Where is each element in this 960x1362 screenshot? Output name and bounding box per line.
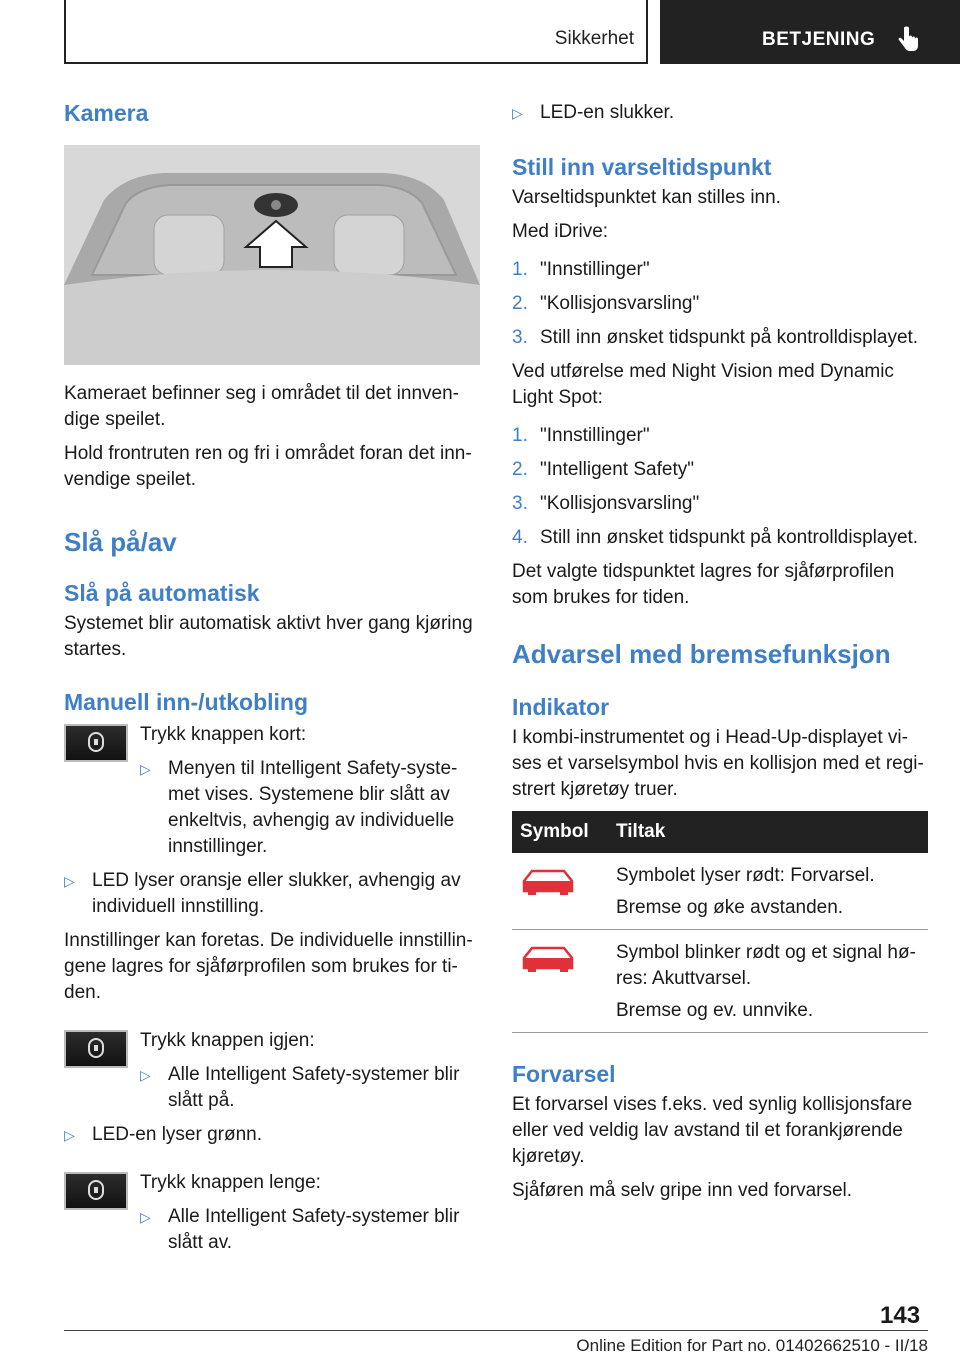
list-item: 4. Still inn ønsket tidspunkt på kontrolldisplayet. bbox=[512, 527, 919, 548]
table-row bbox=[512, 930, 928, 1033]
list-item: ▷ Menyen til Intelligent Safety-syste-met vises. Systemene blir slått av enkeltvis, avhengig av individuelle innstillinger. bbox=[140, 756, 480, 860]
triangle-bullet-icon: ▷ bbox=[64, 1127, 75, 1143]
prewarn-paragraph-2: Sjåføren må selv gripe inn ved forvarsel. bbox=[512, 1180, 853, 1201]
camera-illustration bbox=[64, 145, 480, 365]
night-vision-paragraph: Ved utførelse med Night Vision med Dynamic Light Spot: bbox=[512, 361, 894, 408]
heading-forvarsel: Forvarsel bbox=[512, 1061, 616, 1087]
header-section-label: Sikkerhet bbox=[554, 28, 634, 49]
list-item: 1. "Innstillinger" bbox=[512, 259, 650, 280]
heading-sla-pa-av: Slå på/av bbox=[64, 527, 177, 557]
symbol-table bbox=[512, 811, 928, 1033]
footer-edition: Online Edition for Part no. 01402662510 - II/18 bbox=[576, 1336, 928, 1355]
footer-divider bbox=[64, 1330, 928, 1331]
rear-window-camera-photo bbox=[64, 145, 480, 365]
heading-sla-pa-automatisk: Slå på automatisk bbox=[64, 580, 260, 606]
header-section-tab bbox=[64, 0, 648, 64]
header-chapter-label: BETJENING bbox=[762, 29, 876, 50]
triangle-bullet-icon: ▷ bbox=[140, 761, 151, 777]
list-item: ▷ Alle Intelligent Safety-systemer blir slått av. bbox=[140, 1204, 480, 1256]
car-warning-icon bbox=[520, 867, 576, 897]
again-press-block bbox=[64, 1028, 480, 1122]
safety-button-icon bbox=[64, 1030, 128, 1068]
left-column bbox=[64, 100, 480, 1264]
safety-button-icon bbox=[64, 1172, 128, 1210]
list-item: ▷ LED-en slukker. bbox=[512, 100, 928, 126]
row1-line1: Symbolet lyser rødt: Forvarsel. bbox=[616, 865, 875, 886]
saved-paragraph: Det valgte tidspunktet lagres for sjåførprofilen som brukes for tiden. bbox=[512, 561, 895, 608]
triangle-bullet-icon: ▷ bbox=[64, 873, 75, 889]
list-item: 2. "Intelligent Safety" bbox=[512, 459, 694, 480]
hand-pointer-icon bbox=[896, 26, 920, 54]
heading-indikator: Indikator bbox=[512, 694, 610, 720]
list-item: 3. Still inn ønsket tidspunkt på kontrolldisplayet. bbox=[512, 327, 919, 348]
list-item: 1. "Innstillinger" bbox=[512, 425, 650, 446]
list-item: ▷ LED lyser oransje eller slukker, avhengig av individuell innstilling. bbox=[64, 868, 480, 920]
list-item: ▷ Alle Intelligent Safety-systemer blir slått på. bbox=[140, 1062, 480, 1114]
row1-line2: Bremse og øke avstanden. bbox=[616, 897, 844, 918]
long-press-block bbox=[64, 1170, 480, 1264]
safety-button-icon bbox=[64, 724, 128, 762]
long-press-text: Trykk knappen lenge: bbox=[140, 1172, 321, 1193]
right-column bbox=[512, 100, 928, 1212]
heading-manuell: Manuell inn-/utkobling bbox=[64, 689, 309, 715]
heading-advarsel-bremse: Advarsel med bremsefunksjon bbox=[512, 639, 891, 669]
triangle-bullet-icon: ▷ bbox=[512, 105, 523, 121]
kamera-paragraph-1: Kameraet befinner seg i området til det innven-dige speilet. bbox=[64, 383, 459, 430]
triangle-bullet-icon: ▷ bbox=[140, 1209, 151, 1225]
triangle-bullet-icon: ▷ bbox=[140, 1067, 151, 1083]
kamera-paragraph-2: Hold frontruten ren og fri i området foran det inn-vendige speilet. bbox=[64, 443, 472, 490]
list-item: ▷ LED-en lyser grønn. bbox=[64, 1122, 480, 1148]
short-press-block bbox=[64, 722, 480, 868]
col-symbol-header: Symbol bbox=[512, 811, 608, 853]
prewarn-paragraph-1: Et forvarsel vises f.eks. ved synlig kollisjonsfare eller ved veldig lav avstand til et forankjørende kjøretøy. bbox=[512, 1094, 913, 1167]
numbered-list-2 bbox=[512, 423, 928, 551]
numbered-list-1 bbox=[512, 257, 928, 351]
page-number: 143 bbox=[880, 1302, 921, 1329]
auto-paragraph: Systemet blir automatisk aktivt hver gang kjøring startes. bbox=[64, 613, 473, 660]
list-item: 3. "Kollisjonsvarsling" bbox=[512, 493, 700, 514]
warn-time-paragraph: Varseltidspunktet kan stilles inn. bbox=[512, 187, 781, 208]
settings-paragraph: Innstillinger kan foretas. De individuelle innstillin-gene lagres for sjåførprofilen som brukes for ti-den. bbox=[64, 930, 473, 1003]
row2-line1: Symbol blinker rødt og et signal hø-res: Akuttvarsel. bbox=[616, 942, 916, 989]
idrive-paragraph: Med iDrive: bbox=[512, 221, 609, 242]
heading-kamera: Kamera bbox=[64, 100, 149, 126]
list-item: 2. "Kollisjonsvarsling" bbox=[512, 293, 700, 314]
car-warning-icon bbox=[520, 944, 576, 974]
short-press-text: Trykk knappen kort: bbox=[140, 724, 307, 745]
col-action-header: Tiltak bbox=[608, 811, 928, 853]
row2-line2: Bremse og ev. unnvike. bbox=[616, 1000, 814, 1021]
table-row bbox=[512, 853, 928, 930]
heading-still-inn: Still inn varseltidspunkt bbox=[512, 154, 772, 180]
again-press-text: Trykk knappen igjen: bbox=[140, 1030, 315, 1051]
indicator-paragraph: I kombi-instrumentet og i Head-Up-displayet vi-ses et varselsymbol hvis en kollisjon med et regi-strert kjøretøy truer. bbox=[512, 727, 924, 800]
